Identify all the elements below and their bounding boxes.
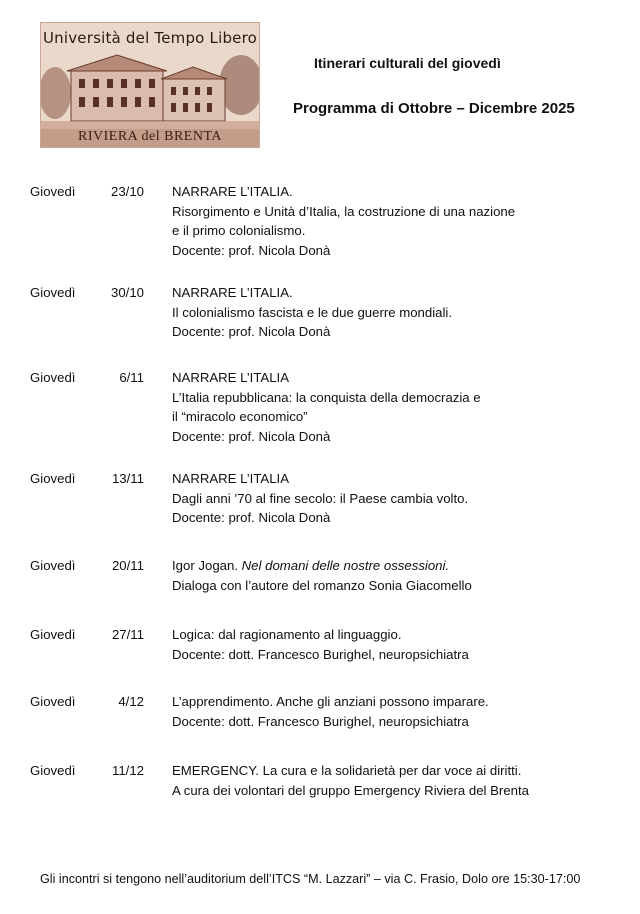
event-description bbox=[172, 368, 632, 446]
event-date: 11/12 bbox=[111, 763, 144, 778]
event-date: 27/11 bbox=[111, 627, 144, 642]
event-line-text: EMERGENCY. La cura e la solidarietà per dar voce ai diritti. bbox=[172, 763, 522, 778]
event-line-text: Docente: prof. Nicola Donà bbox=[172, 242, 331, 258]
event-line-text: L’Italia repubblicana: la conquista della democrazia e bbox=[172, 389, 481, 405]
event-day: Giovedì bbox=[30, 694, 76, 709]
event-line-text: Docente: dott. Francesco Burighel, neuropsichiatra bbox=[172, 713, 469, 729]
event-line-text: NARRARE L’ITALIA. bbox=[172, 285, 293, 300]
event-line bbox=[172, 182, 632, 202]
event-line-text: Risorgimento e Unità d’Italia, la costruzione di una nazione bbox=[172, 203, 516, 219]
event-day: Giovedì bbox=[30, 471, 76, 486]
event-line-text: Il colonialismo fascista e le due guerre mondiali. bbox=[172, 304, 453, 320]
event-description bbox=[172, 283, 632, 342]
event-line-text: Dialoga con l’autore del romanzo Sonia Giacomello bbox=[172, 577, 472, 593]
event-line-text: Logica: dal ragionamento al linguaggio. bbox=[172, 627, 402, 642]
event-date: 4/12 bbox=[118, 694, 144, 709]
event-line-text: L’apprendimento. Anche gli anziani possono imparare. bbox=[172, 694, 489, 709]
event-line bbox=[172, 322, 632, 342]
footer-note: Gli incontri si tengono nell’auditorium dell’ITCS “M. Lazzari” – via C. Frasio, Dolo ore 15:30-17:00 bbox=[40, 872, 581, 886]
event-line-text: Docente: prof. Nicola Donà bbox=[172, 428, 331, 444]
event-date: 6/11 bbox=[119, 370, 144, 385]
event-description bbox=[172, 556, 632, 595]
event-line bbox=[172, 469, 632, 489]
event-description bbox=[172, 761, 632, 800]
event-line-text: Dagli anni ’70 al fine secolo: il Paese cambia volto. bbox=[172, 490, 469, 506]
event-line bbox=[172, 407, 632, 427]
event-line bbox=[172, 427, 632, 447]
logo-title: Università del Tempo Libero bbox=[42, 29, 258, 47]
event-date: 23/10 bbox=[110, 184, 144, 199]
event-day: Giovedì bbox=[30, 370, 76, 385]
event-line bbox=[172, 388, 632, 408]
event-line bbox=[172, 508, 632, 528]
event-line-text: il “miracolo economico” bbox=[172, 409, 308, 424]
event-line-text: Docente: prof. Nicola Donà bbox=[172, 510, 331, 525]
event-date: 13/11 bbox=[111, 471, 144, 486]
event-line bbox=[172, 761, 632, 781]
event-line-text: Docente: prof. Nicola Donà bbox=[172, 324, 331, 339]
event-line bbox=[172, 625, 632, 645]
event-day: Giovedì bbox=[30, 285, 76, 300]
event-day: Giovedì bbox=[30, 627, 76, 642]
event-date: 30/10 bbox=[110, 285, 144, 300]
event-line bbox=[172, 303, 632, 323]
event-line-text: Docente: dott. Francesco Burighel, neuropsichiatra bbox=[172, 646, 469, 662]
event-line bbox=[172, 556, 632, 576]
event-line bbox=[172, 283, 632, 303]
page-title: Itinerari culturali del giovedì bbox=[314, 55, 501, 71]
event-description bbox=[172, 625, 632, 664]
event-line bbox=[172, 692, 632, 712]
event-line-text: Igor Jogan. bbox=[172, 558, 242, 573]
event-description bbox=[172, 692, 632, 731]
event-line bbox=[172, 489, 632, 509]
logo-subtitle: RIVIERA del BRENTA bbox=[78, 129, 222, 144]
event-line bbox=[172, 368, 632, 388]
event-day: Giovedì bbox=[30, 558, 76, 573]
event-line-text: NARRARE L’ITALIA bbox=[172, 370, 290, 385]
event-line bbox=[172, 781, 632, 801]
event-line bbox=[172, 241, 632, 261]
event-line bbox=[172, 576, 632, 596]
logo bbox=[40, 22, 260, 148]
event-date: 20/11 bbox=[111, 558, 144, 573]
event-day: Giovedì bbox=[30, 763, 76, 778]
event-line-text: e il primo colonialismo. bbox=[172, 223, 306, 238]
event-book-title: Nel domani delle nostre ossessioni. bbox=[241, 558, 450, 573]
event-line-text: NARRARE L’ITALIA. bbox=[172, 184, 293, 199]
event-line bbox=[172, 221, 632, 241]
event-description bbox=[172, 182, 632, 260]
event-line bbox=[172, 645, 632, 665]
event-description bbox=[172, 469, 632, 528]
event-line bbox=[172, 712, 632, 732]
event-line-text: NARRARE L’ITALIA bbox=[172, 471, 290, 486]
event-line bbox=[172, 202, 632, 222]
event-day: Giovedì bbox=[30, 184, 76, 199]
event-line-text: A cura dei volontari del gruppo Emergency Riviera del Brenta bbox=[172, 782, 529, 798]
page-subtitle: Programma di Ottobre – Dicembre 2025 bbox=[293, 100, 575, 117]
